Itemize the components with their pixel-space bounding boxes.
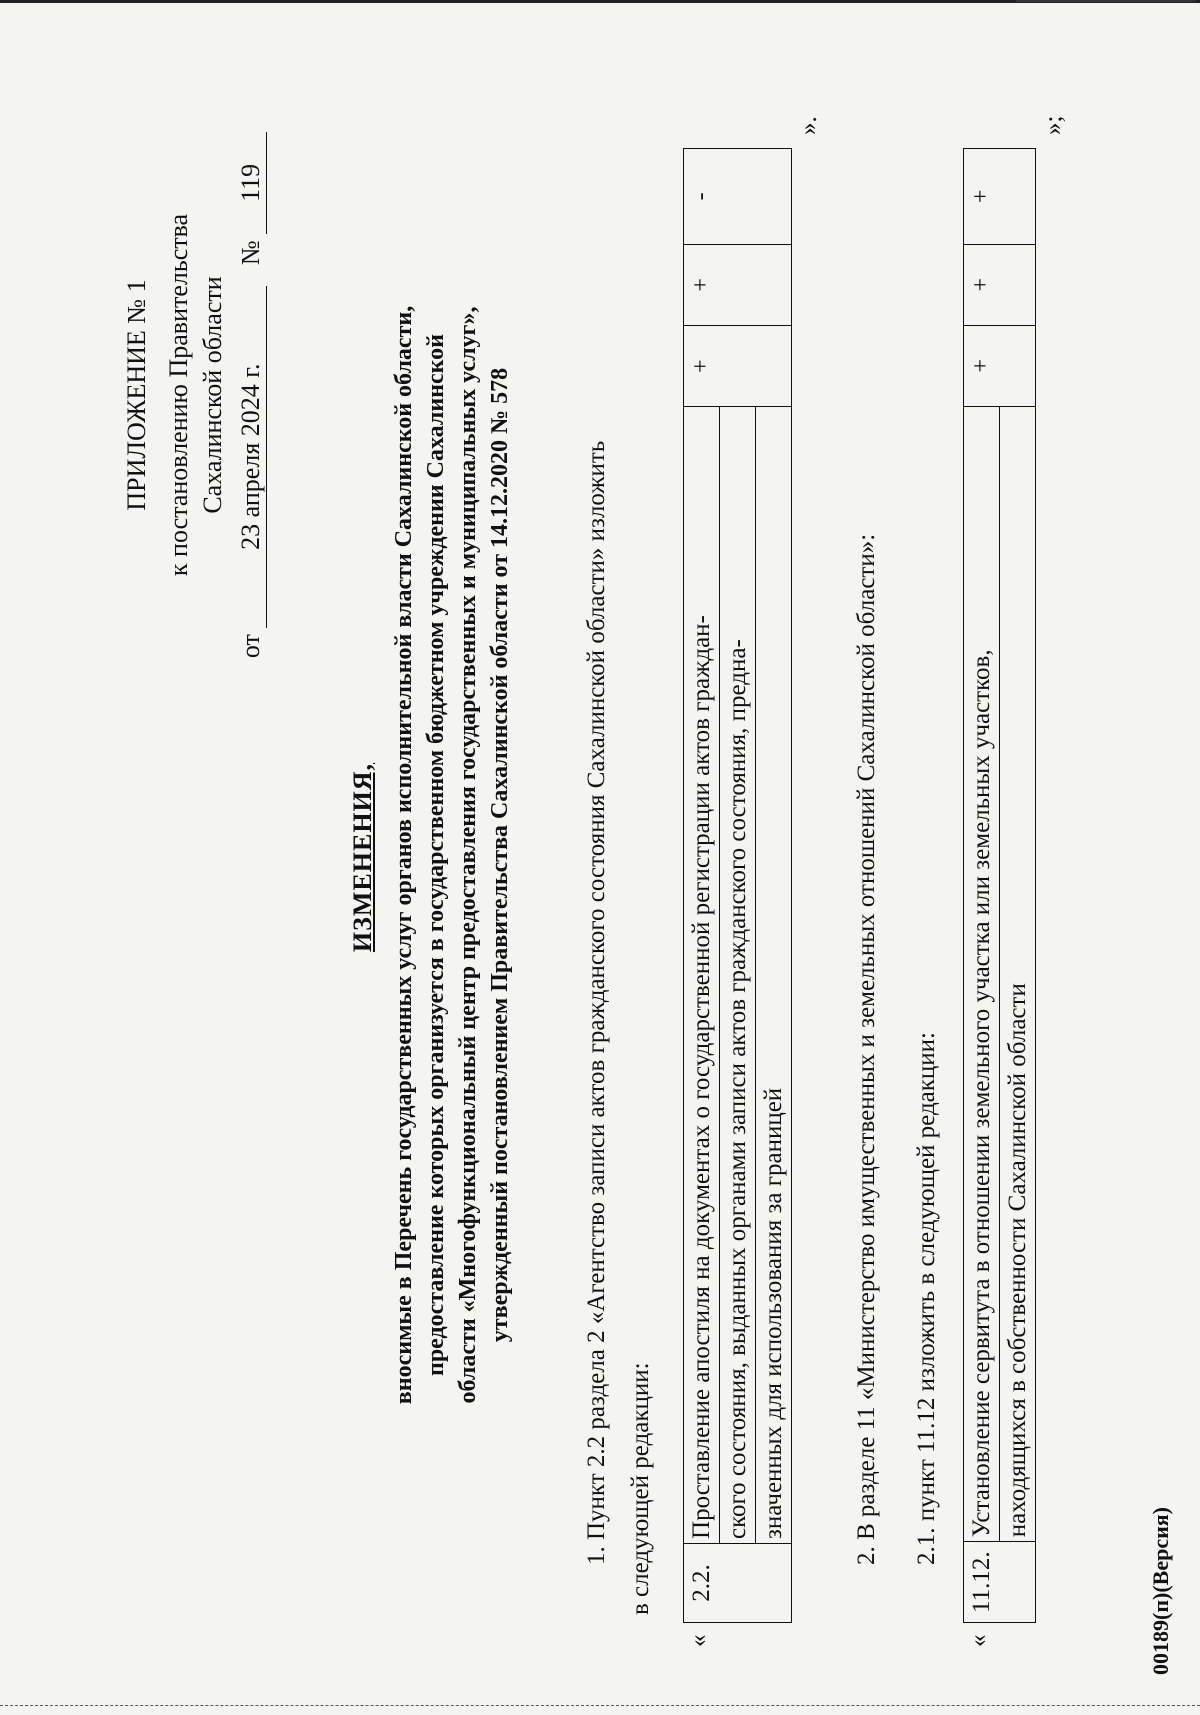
table-1-mark-1: +	[684, 326, 792, 407]
paragraph-3: 2.1. пункт 11.12 изложить в следующей редакции:	[913, 1032, 940, 1565]
table-2-mark-3: +	[964, 149, 1036, 245]
table-1-text-line-2: ского состояния, выданных органами записи актов гражданского состояния, предна-	[720, 407, 756, 1543]
document-title: ИЗМЕНЕНИЯ,	[348, 762, 377, 953]
table-2	[963, 148, 1036, 1623]
number-field: 119	[236, 132, 267, 234]
document-subtitle	[388, 65, 516, 1645]
subtitle-line-1: вносимые в Перечень государственных услуг органов исполнительной власти Сахалинской области,	[391, 305, 417, 1405]
table-1	[683, 148, 792, 1623]
date-field: 23 апреля 2024 г.	[236, 286, 267, 628]
appendix-line-1: к постановлению Правительства	[164, 213, 193, 577]
table-1-mark-3: -	[684, 149, 792, 245]
appendix-date-line	[234, 105, 268, 685]
appendix-heading: ПРИЛОЖЕНИЕ № 1	[122, 279, 151, 511]
paragraph-1	[580, 75, 658, 1615]
table-2-text-line-2: находящихся в собственности Сахалинской области	[1004, 983, 1031, 1538]
from-label: от	[236, 634, 265, 659]
table-1-item-text	[684, 407, 792, 1544]
table-1-close-quote: ».	[795, 116, 822, 135]
number-label: №	[236, 240, 265, 266]
table-1-item-number: 2.2.	[684, 1543, 792, 1622]
table-2-item-text	[964, 406, 1036, 1541]
table-1-mark-2: +	[684, 244, 792, 325]
table-2-open-quote: «	[965, 1634, 992, 1647]
table-1-open-quote: «	[685, 1634, 712, 1647]
paragraph-1-line-2: в следующей редакции:	[627, 1362, 654, 1615]
appendix-block	[120, 105, 268, 685]
table-2-mark-2: +	[964, 244, 1036, 325]
table-2-text-line-1: Установление сервитута в отношении земельного участка или земельных участков,	[964, 407, 1000, 1541]
table-row	[684, 149, 792, 1623]
appendix-line-2: Сахалинской области	[198, 276, 227, 514]
table-1-text-line-3: значенных для использования за границей	[760, 1087, 787, 1539]
subtitle-line-4: утвержденный постановлением Правительства Сахалинской области от 14.12.2020 № 578	[487, 367, 513, 1343]
table-2-mark-1: +	[964, 325, 1036, 406]
subtitle-line-2: предоставление которых организуется в государственном бюджетном учреждении Сахалинской	[423, 334, 449, 1376]
paragraph-1-line-1: 1. Пункт 2.2 раздела 2 «Агентство записи актов гражданского состояния Сахалинской области» изложить	[583, 440, 610, 1565]
subtitle-line-3: области «Многофункциональный центр предоставления государственных и муниципальных услуг»,	[455, 306, 481, 1404]
table-1-text-line-1: Проставление апостиля на документах о государственной регистрации актов граждан-	[684, 407, 720, 1543]
footer-code: 00189(п)(Версия)	[1148, 1507, 1173, 1675]
table-2-item-number: 11.12.	[964, 1542, 1036, 1623]
table-row	[964, 149, 1036, 1623]
paragraph-2: 2. В разделе 11 «Министерство имущественных и земельных отношений Сахалинской области»:	[853, 533, 880, 1565]
table-2-close-quote: »;	[1040, 115, 1067, 135]
